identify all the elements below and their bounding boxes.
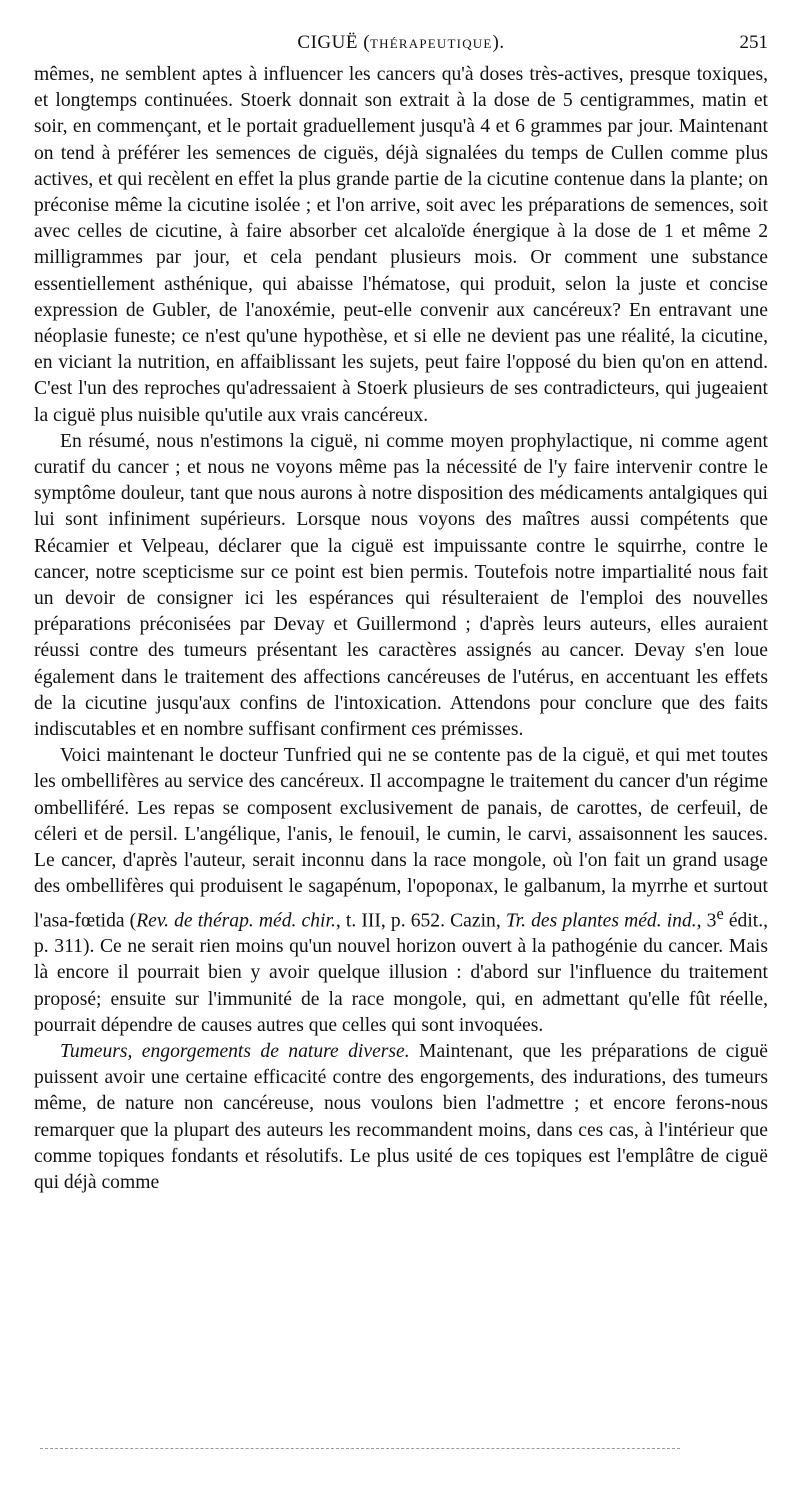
running-head [34,28,768,62]
paragraph-tumeurs [34,1039,768,1196]
section-heading: Tumeurs, engorgements de nature diverse. [60,1041,410,1063]
paragraph-resume: En résumé, nous n'estimons la ciguë, ni comme moyen prophylactique, ni comme agent curatif du cancer ; et nous ne voyons même pas la nécessité de l'y faire intervenir contre le symptôme douleur, tant que nous aurons à notre disposition des médicaments antalgiques qui lui sont infiniment supérieurs. Lorsque nous voyons des maîtres aussi compétents que Récamier et Velpeau, déclarer que la ciguë est impuissante contre le squirrhe, contre le cancer, notre scepticisme sur ce point est bien permis. Toutefois notre impartialité nous fait un devoir de consigner ici les espérances qui résulteraient de l'emploi des nouvelles préparations préconisées par Devay et Guillermond ; d'après leurs auteurs, elles auraient réussi contre des tumeurs présentant les caractères assignés au cancer. Devay s'en loue également dans le traitement des affections cancéreuses de l'utérus, en accentuant les effets de la cicutine jusqu'aux confins de l'intoxication. Attendons pour conclure que des faits indiscutables et en nombre suffisant confirment ces prémisses. [34,430,768,741]
paragraph-tumeurs-text: Maintenant, que les préparations de ciguë puissent avoir une certaine efficacité contre des engorgements, des indurations, des tumeurs même, de nature non cancéreuse, nous voulons bien l'admettre ; et encore ferons-nous remarquer que la plupart des auteurs les recommandent moins, dans ces cas, à l'intérieur que comme topiques fondants et résolutifs. Le plus usité de ces topiques est l'emplâtre de ciguë qui déjà comme [34,1041,769,1194]
citation-separator: , t. III, p. 652. Cazin, [335,910,506,932]
edition-superscript: e [716,903,724,923]
citation-edition: , 3 [696,910,717,932]
page-number: 251 [739,32,768,53]
paragraph-continued: mêmes, ne semblent aptes à influencer les cancers qu'à doses très-actives, presque toxiques, et longtemps continuées. Stoerk donnait son extrait à la dose de 5 centigrammes, matin et soir, en commençant, et le portait graduellement jusqu'à 4 et 6 grammes par jour. Maintenant on tend à préférer les semences de ciguës, déjà signalées du temps de Cullen comme plus actives, et qui recèlent en effet la plus grande partie de la cicutine contenue dans la plante; on préconise même la cicutine isolée ; et l'on arrive, soit avec les préparations de semences, soit avec celles de cicutine, à faire absorber cet alcaloïde énergique à la dose de 1 et même 2 milligrammes par jour, et cela pendant plusieurs mois. Or comment une substance essentiellement asthénique, qui abaisse l'hématose, qui produit, selon la juste et concise expression de Gubler, de l'anoxémie, peut-elle convenir aux cancéreux? En entravant une néoplasie funeste; ce n'est qu'une hypothèse, et si elle ne devient pas une réalité, la cicutine, en viciant la nutrition, en affaiblissant les sujets, peut faire l'opposé du bien qu'on en attend. C'est l'un des reproches qu'adressaient à Stoerk plusieurs de ses contradicteurs, qui jugeaient la ciguë plus nuisible qu'utile aux vrais cancéreux. [34,64,768,426]
running-title [34,28,768,59]
footer-dotted-rule [40,1448,680,1449]
citation-revue: Rev. de thérap. méd. chir. [136,910,336,932]
running-title-main: CIGUË ( [297,32,371,53]
running-title-close: ). [492,32,505,53]
paragraph-tunfried-rest: édit., p. 311). Ce ne serait rien moins qu'un nouvel horizon ouvert à la pathogénie du cancer. Mais là encore il pourrait bien y avoir quelque illusion : d'abord sur l'influence du traitement proposé; ensuite sur l'immunité de la race mongole, qui, en admettant qu'elle fût réelle, pourrait dépendre de causes autres que celles qui sont invoquées. [34,910,769,1036]
paragraph-tunfried-text: Voici maintenant le docteur Tunfried qui ne se contente pas de la ciguë, et qui met toutes les ombellifères au service des cancéreux. Il accompagne le traitement du cancer d'un régime ombelliféré. Les repas se composent exclusivement de panais, de carottes, de cerfeuil, de céleri et de persil. L'angélique, l'anis, le fenouil, le cumin, le carvi, assaisonnent les sauces. Le cancer, d'après l'auteur, serait inconnu dans la race mongole, où l'on fait un grand usage des ombellifères qui produisent le sagapénum, l'opoponax, le galbanum, la myrrhe et surtout l'asa-fœtida ( [34,745,768,932]
paragraph-tunfried [34,743,768,1039]
body-text [34,62,768,1196]
citation-traite: Tr. des plantes méd. ind. [505,910,697,932]
running-title-smallcaps: THÉRAPEUTIQUE [370,36,493,51]
book-page [34,28,768,1448]
